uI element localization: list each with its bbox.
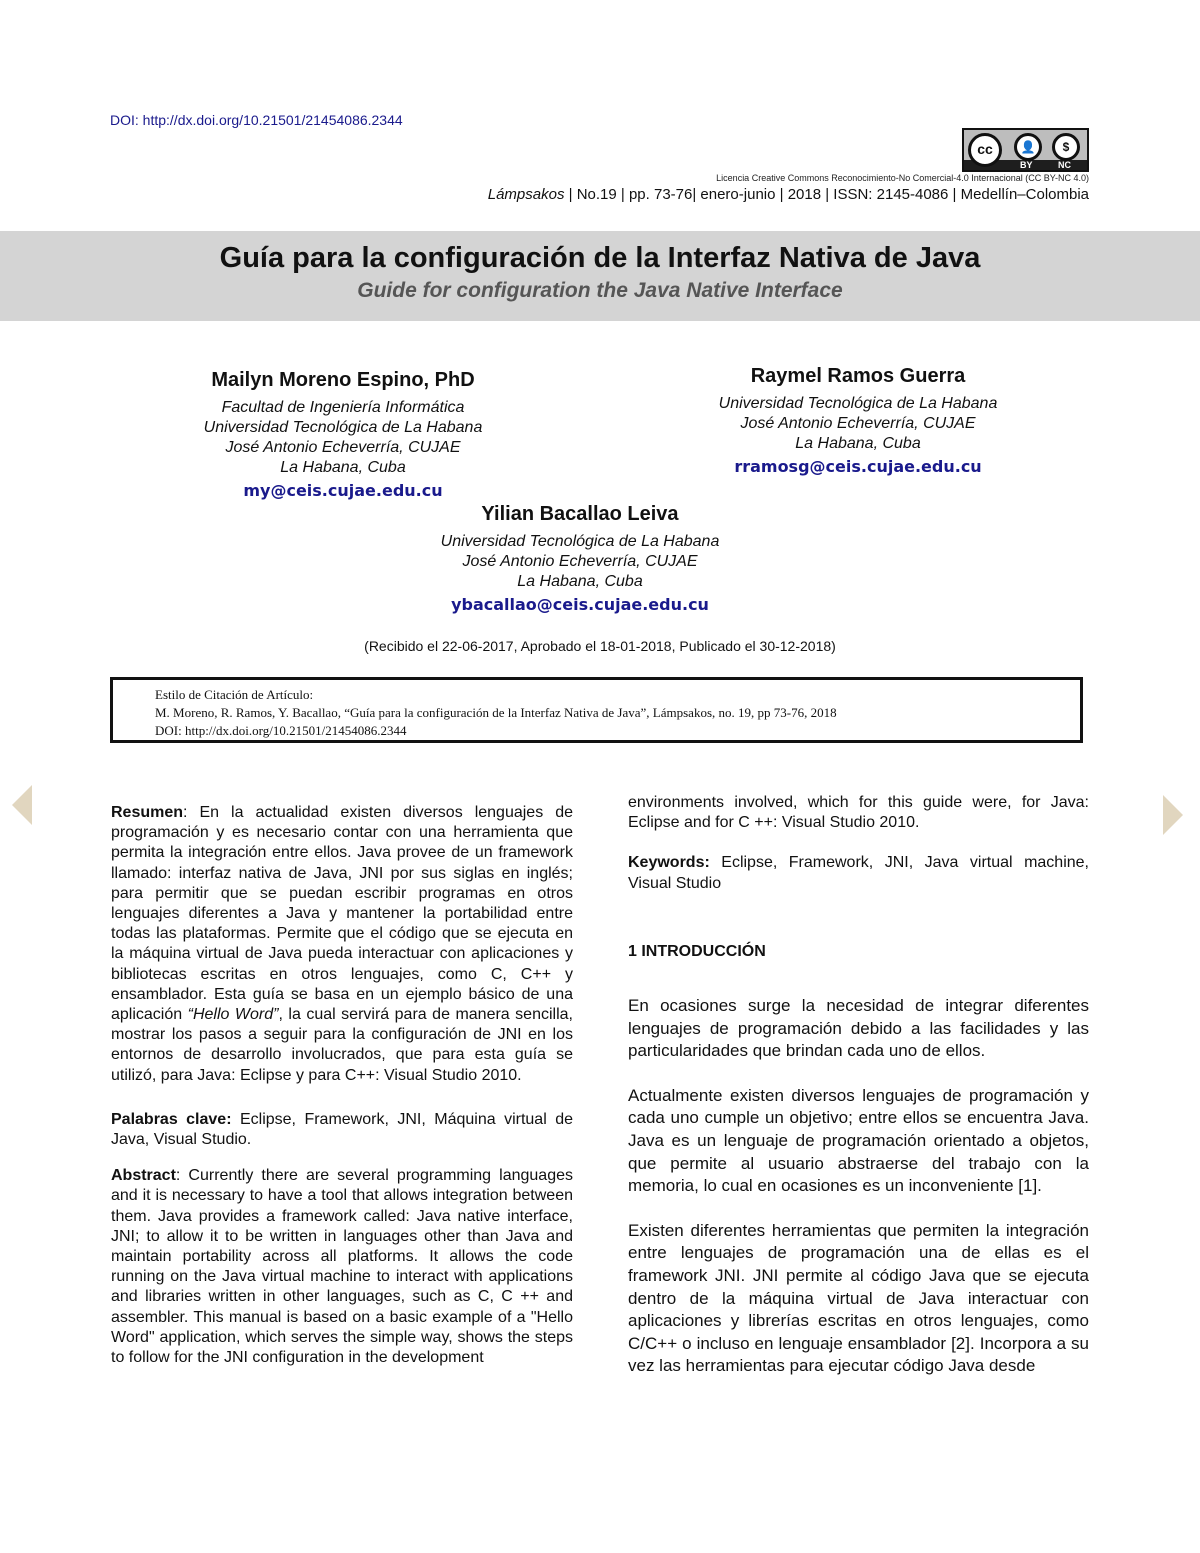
intro-paragraph-2: Actualmente existen diversos lenguajes de programación y cada uno cumple un objetivo; entre ellos se encuentra Java. Java es un lenguaje de programación orientado a objetos, que permite al usuario abstraerse del trabajo con la memoria, lo cual en ocasiones es un inconveniente [1]. (628, 1085, 1089, 1196)
next-page-arrow-icon[interactable] (1163, 795, 1183, 835)
keywords-paragraph (628, 853, 1089, 893)
resumen-paragraph (111, 803, 573, 1086)
author-affiliation: La Habana, Cuba (517, 573, 643, 590)
doi-header (110, 112, 403, 128)
author-affiliation: José Antonio Echeverría, CUJAE (740, 415, 976, 432)
paper-title: Guía para la configuración de la Interfaz Nativa de Java (219, 242, 981, 274)
author-name: Yilian Bacallao Leiva (481, 503, 679, 525)
left-column (111, 803, 573, 1368)
palabras-clave-label: Palabras clave: (111, 1110, 232, 1128)
intro-paragraph-1: En ocasiones surge la necesidad de integrar diferentes lenguajes de programación debido a las facilidades y las particularidades que brindan cada uno de ellos. (628, 996, 1089, 1061)
prev-page-arrow-icon[interactable] (12, 785, 32, 825)
publication-dates: (Recibido el 22-06-2017, Aprobado el 18-01-2018, Publicado el 30-12-2018) (364, 638, 836, 654)
resumen-label: Resumen (111, 804, 184, 821)
doi-link[interactable]: http://dx.doi.org/10.21501/21454086.2344 (142, 112, 403, 128)
by-person-icon: 👤 (1014, 133, 1042, 161)
citation-label: Estilo de Citación de Artículo: (155, 687, 314, 702)
author-email[interactable]: my@ceis.cujae.edu.cu (243, 481, 443, 500)
palabras-clave-paragraph (111, 1110, 573, 1150)
keywords-text: Eclipse, Framework, JNI, Java virtual machine, Visual Studio (628, 854, 1089, 892)
author-affiliation: Universidad Tecnológica de La Habana (718, 395, 998, 412)
right-column (628, 793, 1089, 1378)
intro-paragraph-3: Existen diferentes herramientas que permiten la integración entre lenguajes de programación una de ellas es el framework JNI. JNI permite al código Java que se ejecuta dentro de la máquina virtual de Java interactuar con aplicaciones y librerías escritas en otros lenguajes, como C/C++ o incluso en lenguaje ensamblador [2]. Incorpora a su vez las herramientas para ejecutar código Java desde (628, 1220, 1089, 1376)
journal-info (488, 186, 1089, 203)
journal-details: | No.19 | pp. 73-76| enero-junio | 2018 | ISSN: 2145-4086 | Medellín–Colombia (564, 186, 1089, 203)
abstract-continued: environments involved, which for this guide were, for Java: Eclipse and for C ++: Visual Studio 2010. (628, 794, 1089, 832)
author-block-1 (143, 369, 543, 500)
author-affiliation: Facultad de Ingeniería Informática (221, 399, 465, 416)
resumen-italic: “Hello Word” (187, 1006, 279, 1024)
abstract-paragraph (111, 1166, 573, 1368)
author-block-2 (658, 365, 1058, 476)
nc-dollar-icon: $ (1052, 133, 1080, 161)
citation-doi[interactable]: DOI: http://dx.doi.org/10.21501/21454086.2344 (155, 723, 407, 738)
abstract-text: : Currently there are several programming languages and it is necessary to have a tool that allows integration between them. Java provides a framework called: Java native interface, JNI; to allow it to be written in languages other than Java and maintain portability across all platforms. It allows the code running on the Java virtual machine to interact with applications and libraries written in other languages, such as C, C ++ and assembler. This manual is based on a basic example of a "Hello Word" application, which serves the simple way, shows the steps to follow for the JNI configuration in the development (111, 1167, 573, 1367)
author-affiliation: José Antonio Echeverría, CUJAE (225, 439, 461, 456)
author-affiliation: Universidad Tecnológica de La Habana (203, 419, 483, 436)
license-text: Licencia Creative Commons Reconocimiento-No Comercial-4.0 Internacional (CC BY-NC 4.0) (716, 173, 1089, 183)
resumen-text-cont: , la cual servirá para de manera sencilla, mostrar los pasos a seguir para la configuración de JNI en los entornos de desarrollo involucrados, que para esta guía se utilizó, para Java: Eclipse y para C++: Visual Studio 2010. (111, 1006, 573, 1084)
author-affiliation: Universidad Tecnológica de La Habana (440, 533, 720, 550)
section-heading: 1 INTRODUCCIÓN (628, 942, 766, 960)
citation-reference: M. Moreno, R. Ramos, Y. Bacallao, “Guía para la configuración de la Interfaz Nativa de Java”, Lámpsakos, no. 19, pp 73-76, 2018 (155, 705, 837, 720)
abstract-label: Abstract (111, 1167, 176, 1185)
journal-name: Lámpsakos (487, 186, 565, 203)
cc-logo-icon: cc (968, 133, 1002, 167)
citation-box (110, 677, 1083, 743)
author-affiliation: La Habana, Cuba (795, 435, 921, 452)
author-name: Mailyn Moreno Espino, PhD (211, 369, 475, 391)
author-name: Raymel Ramos Guerra (750, 365, 966, 387)
paper-title-english: Guide for configuration the Java Native Interface (357, 279, 843, 302)
author-affiliation: José Antonio Echeverría, CUJAE (462, 553, 698, 570)
author-email[interactable]: rramosg@ceis.cujae.edu.cu (734, 457, 982, 476)
doi-label: DOI: (110, 112, 143, 128)
author-affiliation: La Habana, Cuba (280, 459, 406, 476)
keywords-label: Keywords: (628, 854, 710, 872)
resumen-text: : En la actualidad existen diversos lenguajes de programación y es necesario contar con una herramienta que permita la integración entre ellos. Java provee de un framework llamado: interfaz nativa de Java, JNI por sus siglas en inglés; para permitir que se puedan escribir programas en otros lenguajes diferentes a Java y mantener la portabilidad entre todas las plataformas. Permite que el código que se ejecuta en la máquina virtual de Java pueda interactuar con aplicaciones y bibliotecas escritas en otros lenguajes, como C, C++ y ensamblador. Esta guía se basa en un ejemplo básico de una aplicación (111, 804, 573, 1024)
author-block-3 (380, 503, 780, 614)
cc-license-icon[interactable] (962, 128, 1089, 172)
cc-by-label: BY (1020, 160, 1033, 170)
cc-nc-label: NC (1058, 160, 1071, 170)
author-email[interactable]: ybacallao@ceis.cujae.edu.cu (451, 595, 709, 614)
palabras-clave-text: Eclipse, Framework, JNI, Máquina virtual de Java, Visual Studio. (111, 1110, 573, 1149)
